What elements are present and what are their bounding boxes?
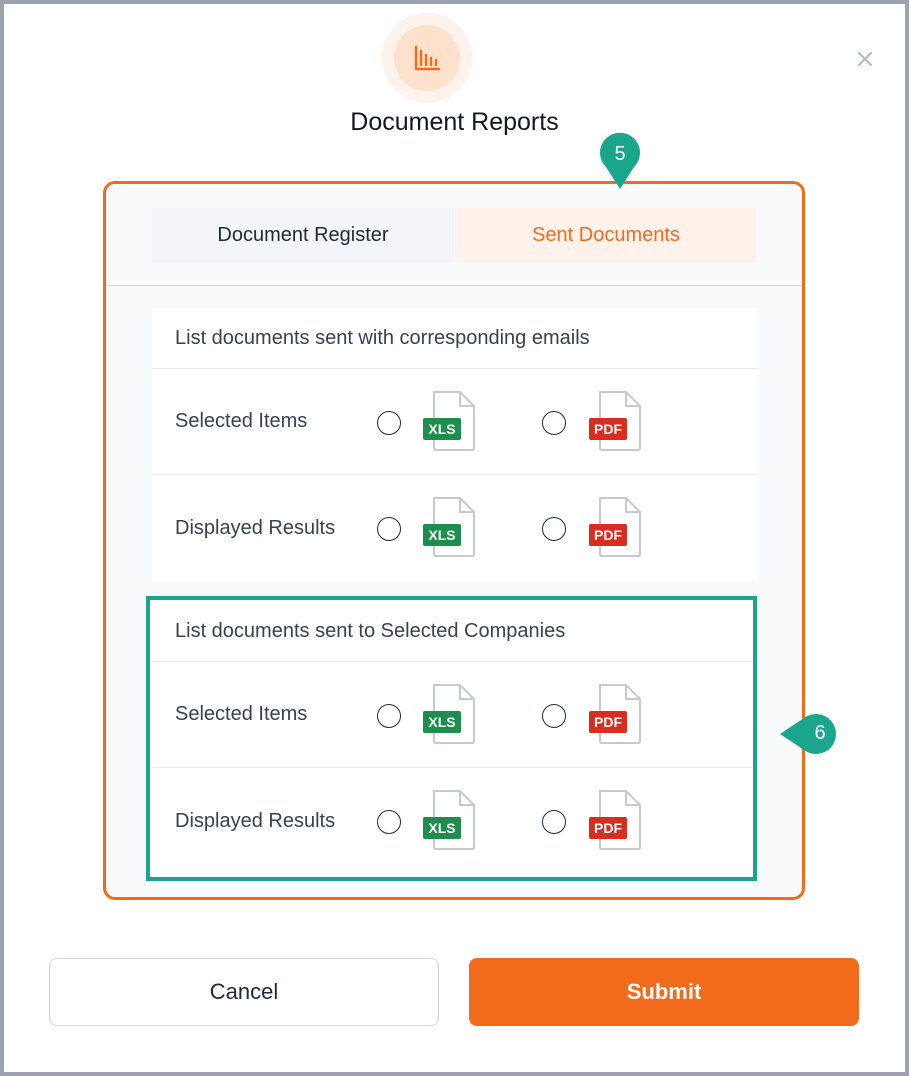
- callout-6-label: 6: [814, 722, 826, 744]
- section-companies: [152, 601, 758, 873]
- pdf-radio[interactable]: [542, 810, 566, 834]
- close-icon[interactable]: [852, 46, 878, 72]
- row-label: Displayed Results: [175, 809, 336, 832]
- pdf-file-icon: [588, 790, 648, 850]
- xls-badge-label: XLS: [428, 527, 456, 543]
- pdf-badge-label: PDF: [594, 714, 622, 730]
- pdf-radio[interactable]: [542, 704, 566, 728]
- xls-radio[interactable]: [377, 810, 401, 834]
- row-label: Selected Items: [175, 703, 308, 725]
- pdf-radio[interactable]: [542, 411, 566, 435]
- xls-badge-label: XLS: [428, 820, 456, 836]
- pdf-file-icon: [588, 684, 648, 744]
- list-item: [152, 475, 758, 581]
- xls-radio[interactable]: [377, 517, 401, 541]
- submit-button[interactable]: Submit: [469, 958, 859, 1026]
- report-panel: [103, 181, 805, 900]
- xls-file-icon: [422, 497, 482, 557]
- section-heading: List documents sent to Selected Companies: [152, 601, 758, 662]
- dialog-title: Document Reports: [350, 108, 559, 136]
- section-heading: List documents sent with corresponding emails: [152, 308, 758, 369]
- list-item: [152, 662, 758, 768]
- xls-file-icon: [422, 684, 482, 744]
- list-item: [152, 369, 758, 475]
- callout-5-label: 5: [614, 143, 626, 165]
- xls-badge-label: XLS: [428, 714, 456, 730]
- row-label: Displayed Results: [175, 516, 336, 539]
- xls-badge-label: XLS: [428, 421, 456, 437]
- pdf-badge-label: PDF: [594, 421, 622, 437]
- bar-chart-icon: [394, 25, 460, 91]
- xls-file-icon: [422, 391, 482, 451]
- pdf-badge-label: PDF: [594, 527, 622, 543]
- cancel-button[interactable]: Cancel: [49, 958, 439, 1026]
- pdf-radio[interactable]: [542, 517, 566, 541]
- tab-bar: [106, 184, 802, 286]
- xls-radio[interactable]: [377, 411, 401, 435]
- row-label: Selected Items: [175, 410, 308, 432]
- pdf-file-icon: [588, 497, 648, 557]
- pdf-file-icon: [588, 391, 648, 451]
- xls-radio[interactable]: [377, 704, 401, 728]
- tab-sent-documents[interactable]: Sent Documents: [455, 208, 757, 262]
- xls-file-icon: [422, 790, 482, 850]
- pdf-badge-label: PDF: [594, 820, 622, 836]
- section-emails: [152, 308, 758, 581]
- list-item: [152, 768, 758, 874]
- tab-document-register[interactable]: Document Register: [152, 208, 454, 262]
